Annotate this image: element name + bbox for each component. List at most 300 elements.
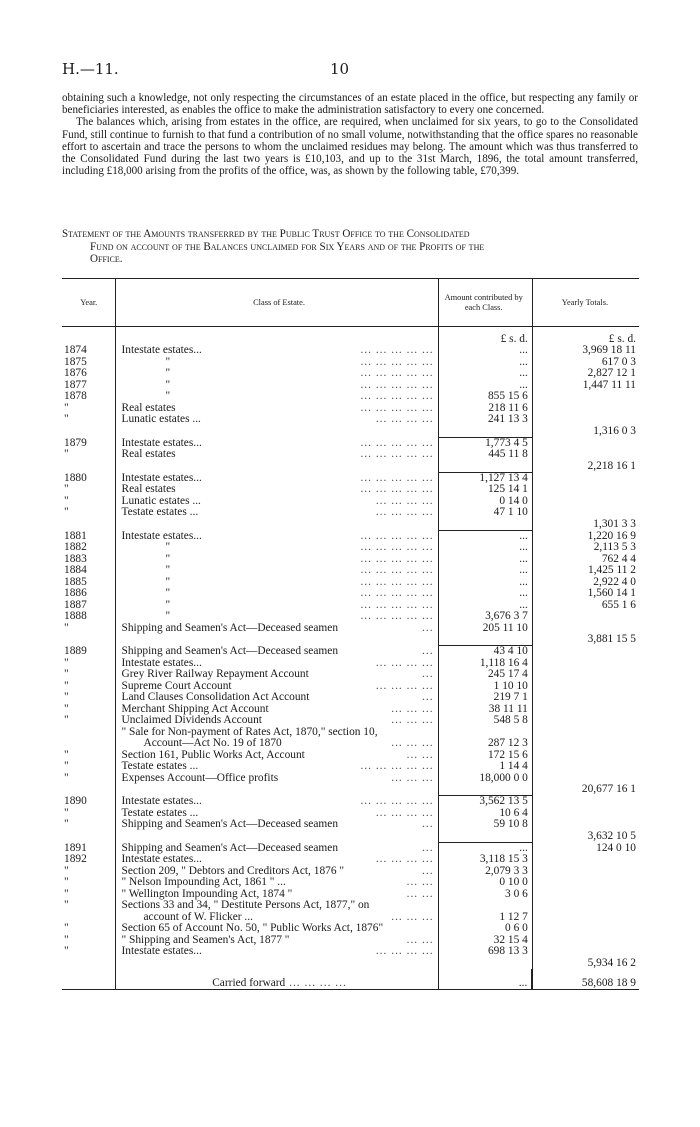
amount-cell: 245 17 4: [438, 669, 532, 681]
year-cell: ": [64, 401, 69, 414]
yearly-total-cell: [532, 472, 639, 484]
amount-cell: 548 5 8: [438, 715, 532, 727]
leader-dots: ... ... ... ... ...: [360, 402, 434, 414]
class-cell: [115, 623, 438, 635]
leader-dots: ... ... ... ... ...: [360, 530, 434, 542]
yearly-total-cell: [532, 704, 639, 716]
table-row: [62, 426, 639, 438]
yearly-total-cell: [532, 437, 639, 449]
yearly-total-cell: 762 4 4: [532, 554, 639, 566]
amount-cell: 1 10 10: [438, 681, 532, 693]
year-cell: ": [64, 448, 69, 460]
year-cell: [62, 461, 115, 473]
yearly-total-cell: 655 1 6: [532, 600, 639, 612]
year-cell: ": [64, 691, 69, 703]
year-cell: 1884: [64, 564, 87, 576]
amount-cell: [438, 900, 532, 912]
yearly-total-cell: [532, 866, 639, 878]
table-row: [62, 866, 639, 878]
amount-cell: 1 14 4: [438, 761, 532, 773]
amount-cell: 205 11 10: [438, 623, 532, 635]
class-cell: [115, 600, 438, 612]
class-cell: [115, 889, 438, 901]
yearly-total-cell: [532, 646, 639, 658]
yearly-total-cell: 2,218 16 1: [532, 461, 639, 473]
yearly-total-cell: [532, 692, 639, 704]
yearly-total-cell: [532, 808, 639, 820]
yearly-total-cell: 1,447 11 11: [532, 380, 639, 392]
leader-dots: ... ... ... ...: [285, 976, 347, 989]
class-cell: [115, 819, 438, 831]
class-cell: [115, 542, 438, 554]
class-label: Lunatic estates ...: [121, 414, 201, 425]
yearly-total-cell: 20,677 16 1: [532, 784, 639, 796]
yearly-total-cell: 3,632 10 5: [532, 831, 639, 843]
class-cell: [115, 554, 438, 566]
leader-dots: ... ... ... ... ...: [360, 542, 434, 553]
leader-dots: ... ... ... ... ...: [360, 576, 434, 588]
class-label: Shipping and Seamen's Act—Deceased seamen: [121, 819, 339, 830]
class-label: Section 209, " Debtors and Creditors Act, 1876 ": [121, 865, 345, 877]
leader-dots: ...: [422, 819, 434, 830]
carried-forward-total: 58,608 18 9: [532, 969, 639, 990]
class-cell: [115, 507, 438, 519]
year-cell: 1888: [64, 610, 87, 622]
year-cell: [62, 912, 115, 924]
year-cell: ": [64, 506, 69, 518]
amount-cell: 47 1 10: [438, 507, 532, 519]
carried-forward-amount: ...: [438, 969, 532, 990]
class-label: ": [165, 611, 171, 622]
table-row: [62, 449, 639, 461]
amount-cell: ...: [438, 600, 532, 612]
yearly-total-cell: 3,881 15 5: [532, 634, 639, 646]
amount-cell: 2,079 3 3: [438, 866, 532, 878]
table-row: [62, 681, 639, 693]
yearly-total-cell: [532, 727, 639, 739]
table-row: [62, 935, 639, 947]
class-cell: [115, 380, 438, 392]
table-row: [62, 761, 639, 773]
class-label: Intestate estates...: [121, 854, 202, 865]
yearly-total-cell: [532, 750, 639, 762]
table-row: [62, 692, 639, 704]
class-cell: [115, 877, 438, 889]
table-row: [62, 923, 639, 935]
table-row: [62, 738, 639, 750]
table-row: [62, 889, 639, 901]
amount-cell: [438, 784, 532, 796]
amount-cell: [438, 519, 532, 531]
amount-cell: 3 0 6: [438, 889, 532, 901]
paragraph: The balances which, arising from estates in the office, are required, when unclaimed for six years, to go to the Consolidated Fund, still continue to furnish to that fund a contribution of no small volume, notwithstanding that the office spares no reasonable effort to ascertain and trace the persons to whom the unclaimed residues may belong. The amount which was thus transferred to the Consolidated Fund during the last two years is £10,103, and up to the 31st March, 1896, the total amount transferred, including £18,000 arising from the profits of the office, was, as shown by the following table, £70,399.: [62, 116, 638, 178]
year-cell: 1878: [64, 390, 87, 402]
year-cell: ": [64, 679, 69, 692]
yearly-total-cell: 5,934 16 2: [532, 958, 639, 970]
leader-dots: ... ...: [406, 877, 434, 888]
class-label: Real estates: [121, 402, 176, 414]
year-cell: ": [64, 668, 69, 680]
table-row: [62, 842, 639, 854]
class-label: Intestate estates...: [121, 795, 202, 807]
table-row: [62, 773, 639, 785]
year-cell: ": [64, 899, 69, 911]
amount-cell: ...: [438, 588, 532, 600]
table-row: [62, 461, 639, 473]
yearly-total-cell: [532, 391, 639, 403]
class-cell: [115, 345, 438, 357]
leader-dots: ... ... ... ...: [375, 807, 434, 819]
class-label: Shipping and Seamen's Act—Deceased seamen: [121, 645, 339, 657]
year-header: Year.: [62, 279, 115, 327]
amount-cell: 3,676 3 7: [438, 611, 532, 623]
year-cell: [62, 738, 115, 750]
class-label: Shipping and Seamen's Act—Deceased seamen: [121, 622, 339, 634]
class-label: Real estates: [121, 449, 176, 460]
leader-dots: ... ...: [406, 888, 434, 900]
leader-dots: ... ...: [406, 749, 434, 761]
class-cell: [115, 900, 438, 912]
class-cell: [115, 866, 438, 878]
table-row: [62, 507, 639, 519]
table-row: [62, 554, 639, 566]
leader-dots: ... ... ... ... ...: [360, 795, 434, 807]
amount-cell: 0 6 0: [438, 923, 532, 935]
leader-dots: ... ... ... ... ...: [360, 437, 434, 449]
yearly-total-cell: [532, 507, 639, 519]
table-row: [62, 808, 639, 820]
amount-cell: ...: [438, 565, 532, 577]
transfers-table: [62, 278, 639, 990]
carried-forward-row: [62, 969, 639, 990]
table-row: [62, 496, 639, 508]
class-cell: [115, 461, 438, 473]
class-label: " Sale for Non-payment of Rates Act, 1870," section 10,: [121, 726, 378, 738]
yearly-total-cell: [532, 854, 639, 866]
year-cell: 1882: [64, 541, 87, 553]
amount-cell: 10 6 4: [438, 808, 532, 820]
class-cell: [115, 796, 438, 808]
table-row: [62, 704, 639, 716]
year-cell: 1885: [64, 575, 87, 588]
class-cell: [115, 588, 438, 600]
table-row: [62, 577, 639, 589]
year-cell: ": [64, 656, 69, 669]
caption-line: Statement of the Amounts transferred by the Public Trust Office to the Consolidated: [62, 228, 470, 240]
class-cell: [115, 496, 438, 508]
class-label: ": [165, 368, 171, 379]
table-row: [62, 484, 639, 496]
unit-row: [62, 327, 639, 346]
year-cell: [62, 784, 115, 796]
class-cell: [115, 669, 438, 681]
leader-dots: ... ... ... ... ...: [360, 472, 434, 484]
table-row: [62, 437, 639, 449]
leader-dots: ... ... ... ... ...: [360, 449, 434, 460]
table-row: [62, 634, 639, 646]
year-cell: ": [64, 933, 69, 946]
amount-cell: 0 10 0: [438, 877, 532, 889]
leader-dots: ... ... ... ...: [375, 854, 434, 865]
year-cell: [62, 634, 115, 646]
amount-cell: 1,118 16 4: [438, 658, 532, 670]
year-cell: [62, 969, 115, 990]
class-cell: [115, 704, 438, 716]
yearly-total-cell: [532, 449, 639, 461]
leader-dots: ... ... ... ... ...: [360, 611, 434, 622]
class-label: Intestate estates...: [121, 472, 202, 484]
yearly-total-cell: [532, 484, 639, 496]
amount-units: £ s. d.: [438, 327, 532, 346]
amount-cell: 125 14 1: [438, 484, 532, 496]
year-cell: ": [64, 413, 69, 425]
class-cell: [115, 634, 438, 646]
amount-cell: 241 13 3: [438, 414, 532, 426]
leader-dots: ...: [422, 645, 434, 657]
document-reference: H.—11.: [62, 60, 119, 78]
leader-dots: ...: [422, 622, 434, 634]
amount-cell: 1 12 7: [438, 912, 532, 924]
yearly-total-cell: [532, 496, 639, 508]
yearly-total-cell: 2,113 5 3: [532, 542, 639, 554]
table-row: [62, 519, 639, 531]
class-label: Lunatic estates ...: [121, 495, 201, 507]
table-row: [62, 796, 639, 808]
leader-dots: ... ... ... ...: [375, 657, 434, 669]
yearly-total-cell: [532, 923, 639, 935]
table-row: [62, 715, 639, 727]
class-cell: [115, 738, 438, 750]
class-label: Section 161, Public Works Act, Account: [121, 749, 305, 761]
year-cell: 1875: [64, 355, 87, 368]
class-cell: [115, 946, 438, 958]
leader-dots: ... ... ... ... ...: [360, 345, 434, 356]
class-cell: [115, 611, 438, 623]
table-row: [62, 380, 639, 392]
yearly-total-cell: [532, 900, 639, 912]
amount-cell: 1,773 4 5: [438, 437, 532, 449]
class-label: Shipping and Seamen's Act—Deceased seamen: [121, 842, 339, 854]
amount-cell: 698 13 3: [438, 946, 532, 958]
leader-dots: ... ... ... ... ...: [360, 553, 434, 565]
class-cell: [115, 912, 438, 924]
table-row: [62, 877, 639, 889]
leader-dots: ... ... ... ... ...: [360, 368, 434, 379]
year-cell: 1887: [64, 598, 87, 611]
class-label: Intestate estates...: [121, 530, 202, 542]
amount-cell: ...: [438, 357, 532, 369]
table-row: [62, 472, 639, 484]
table-row: [62, 946, 639, 958]
amount-cell: 38 11 11: [438, 704, 532, 716]
amount-cell: ...: [438, 554, 532, 566]
year-cell: 1889: [64, 645, 87, 657]
leader-dots: ... ... ... ...: [375, 946, 434, 957]
leader-dots: ... ... ... ... ...: [360, 761, 434, 772]
table-row: [62, 368, 639, 380]
amount-cell: 287 12 3: [438, 738, 532, 750]
table-row: [62, 854, 639, 866]
yearly-total-cell: 2,827 12 1: [532, 368, 639, 380]
table-row: [62, 611, 639, 623]
class-cell: [115, 808, 438, 820]
paragraph: obtaining such a knowledge, not only respecting the circumstances of an estate placed in the office, but respecting any family or beneficiaries interested, as enables the office to make the administration satisfactory to every one concerned.: [62, 92, 638, 117]
year-cell: [62, 519, 115, 531]
class-label: Testate estates ...: [121, 507, 199, 518]
table-row: [62, 623, 639, 635]
leader-dots: ... ...: [406, 934, 434, 946]
class-cell: [115, 357, 438, 369]
yearly-total-cell: 3,969 18 11: [532, 345, 639, 357]
class-label: Unclaimed Dividends Account: [121, 715, 262, 726]
amount-cell: ...: [438, 368, 532, 380]
table-row: [62, 403, 639, 415]
leader-dots: ... ... ... ... ...: [360, 356, 434, 368]
year-cell: 1874: [64, 344, 87, 356]
class-label: ": [165, 379, 171, 391]
year-cell: 1876: [64, 367, 87, 379]
amount-cell: 59 10 8: [438, 819, 532, 831]
class-label: " Shipping and Seamen's Act, 1877 ": [121, 934, 290, 946]
amount-cell: 219 7 1: [438, 692, 532, 704]
class-cell: [115, 646, 438, 658]
class-cell: [115, 437, 438, 449]
class-label: Account—Act No. 19 of 1870: [143, 738, 282, 749]
yearly-total-cell: 1,220 16 9: [532, 530, 639, 542]
year-cell: ": [64, 621, 69, 634]
amount-cell: 0 14 0: [438, 496, 532, 508]
leader-dots: ... ... ... ... ...: [360, 484, 434, 495]
amount-cell: 445 11 8: [438, 449, 532, 461]
totals-header: Yearly Totals.: [532, 279, 639, 327]
year-cell: ": [64, 748, 69, 761]
year-cell: 1879: [64, 436, 87, 449]
leader-dots: ...: [422, 669, 434, 680]
table-caption: [62, 228, 638, 266]
table-row: [62, 345, 639, 357]
table-row: [62, 669, 639, 681]
class-cell: [115, 842, 438, 854]
amount-cell: ...: [438, 380, 532, 392]
yearly-total-cell: 617 0 3: [532, 357, 639, 369]
class-cell: [115, 519, 438, 531]
class-label: Intestate estates...: [121, 437, 202, 449]
yearly-total-cell: [532, 819, 639, 831]
class-cell: [115, 761, 438, 773]
class-cell: [115, 449, 438, 461]
leader-dots: ...: [422, 865, 434, 877]
year-cell: ": [64, 876, 69, 888]
year-cell: ": [64, 922, 69, 934]
year-cell: ": [64, 714, 69, 726]
year-cell: ": [64, 887, 69, 900]
table-row: [62, 646, 639, 658]
leader-dots: ... ... ...: [391, 738, 434, 749]
table-row: [62, 958, 639, 970]
amount-cell: 855 15 6: [438, 391, 532, 403]
class-cell: [115, 784, 438, 796]
class-label: account of W. Flicker ...: [143, 911, 253, 923]
amount-cell: 43 4 10: [438, 646, 532, 658]
table-body: [62, 327, 639, 990]
year-cell: 1877: [64, 378, 87, 391]
yearly-total-cell: [532, 946, 639, 958]
table-row: [62, 912, 639, 924]
amount-cell: [438, 831, 532, 843]
leader-dots: ... ... ... ...: [375, 414, 434, 425]
year-cell: 1891: [64, 841, 87, 854]
leader-dots: ... ... ... ...: [375, 680, 434, 692]
class-label: Testate estates ...: [121, 807, 199, 819]
class-label: Section 65 of Account No. 50, " Public Works Act, 1876": [121, 923, 384, 934]
amount-cell: ...: [438, 542, 532, 554]
table-row: [62, 565, 639, 577]
year-cell: 1886: [64, 587, 87, 599]
yearly-total-cell: 1,425 11 2: [532, 565, 639, 577]
year-cell: [62, 958, 115, 970]
table-row: [62, 600, 639, 612]
amount-cell: ...: [438, 842, 532, 854]
class-cell: [115, 715, 438, 727]
class-cell: [115, 658, 438, 670]
table-row: [62, 831, 639, 843]
amount-cell: ...: [438, 530, 532, 542]
class-cell: [115, 426, 438, 438]
carried-forward-text: Carried forward: [212, 976, 286, 989]
class-cell: [115, 577, 438, 589]
class-cell: [115, 368, 438, 380]
total-units: £ s. d.: [532, 327, 639, 346]
class-label: Expenses Account—Office profits: [121, 772, 279, 784]
class-label: Intestate estates...: [121, 657, 202, 669]
amount-cell: 172 15 6: [438, 750, 532, 762]
table-row: [62, 357, 639, 369]
amount-cell: ...: [438, 577, 532, 589]
leader-dots: ...: [422, 842, 434, 854]
table-row: [62, 542, 639, 554]
year-cell: 1892: [64, 853, 87, 865]
year-cell: ": [64, 483, 69, 495]
caption-line: Fund on account of the Balances unclaimed for Six Years and of the Profits of the: [90, 240, 485, 253]
amount-cell: 3,118 15 3: [438, 854, 532, 866]
yearly-total-cell: [532, 403, 639, 415]
year-cell: 1883: [64, 552, 87, 565]
yearly-total-cell: 1,301 3 3: [532, 519, 639, 531]
amount-cell: [438, 426, 532, 438]
amount-cell: 18,000 0 0: [438, 773, 532, 785]
class-cell: [115, 391, 438, 403]
table-header-row: [62, 279, 639, 327]
leader-dots: ... ... ...: [391, 911, 434, 923]
page-number: 10: [330, 60, 350, 78]
class-label: ": [165, 391, 171, 402]
class-label: ": [165, 356, 171, 368]
class-label: Intestate estates...: [121, 345, 202, 356]
class-cell: [115, 484, 438, 496]
yearly-total-cell: [532, 669, 639, 681]
class-cell: [115, 935, 438, 947]
class-cell: [115, 565, 438, 577]
yearly-total-cell: [532, 414, 639, 426]
class-label: Land Clauses Consolidation Act Account: [121, 692, 310, 703]
year-cell: [62, 831, 115, 843]
year-cell: ": [64, 945, 69, 957]
yearly-total-cell: [532, 681, 639, 693]
yearly-total-cell: [532, 611, 639, 623]
year-cell: ": [64, 771, 69, 784]
class-label: Real estates: [121, 484, 176, 495]
amount-cell: [438, 634, 532, 646]
